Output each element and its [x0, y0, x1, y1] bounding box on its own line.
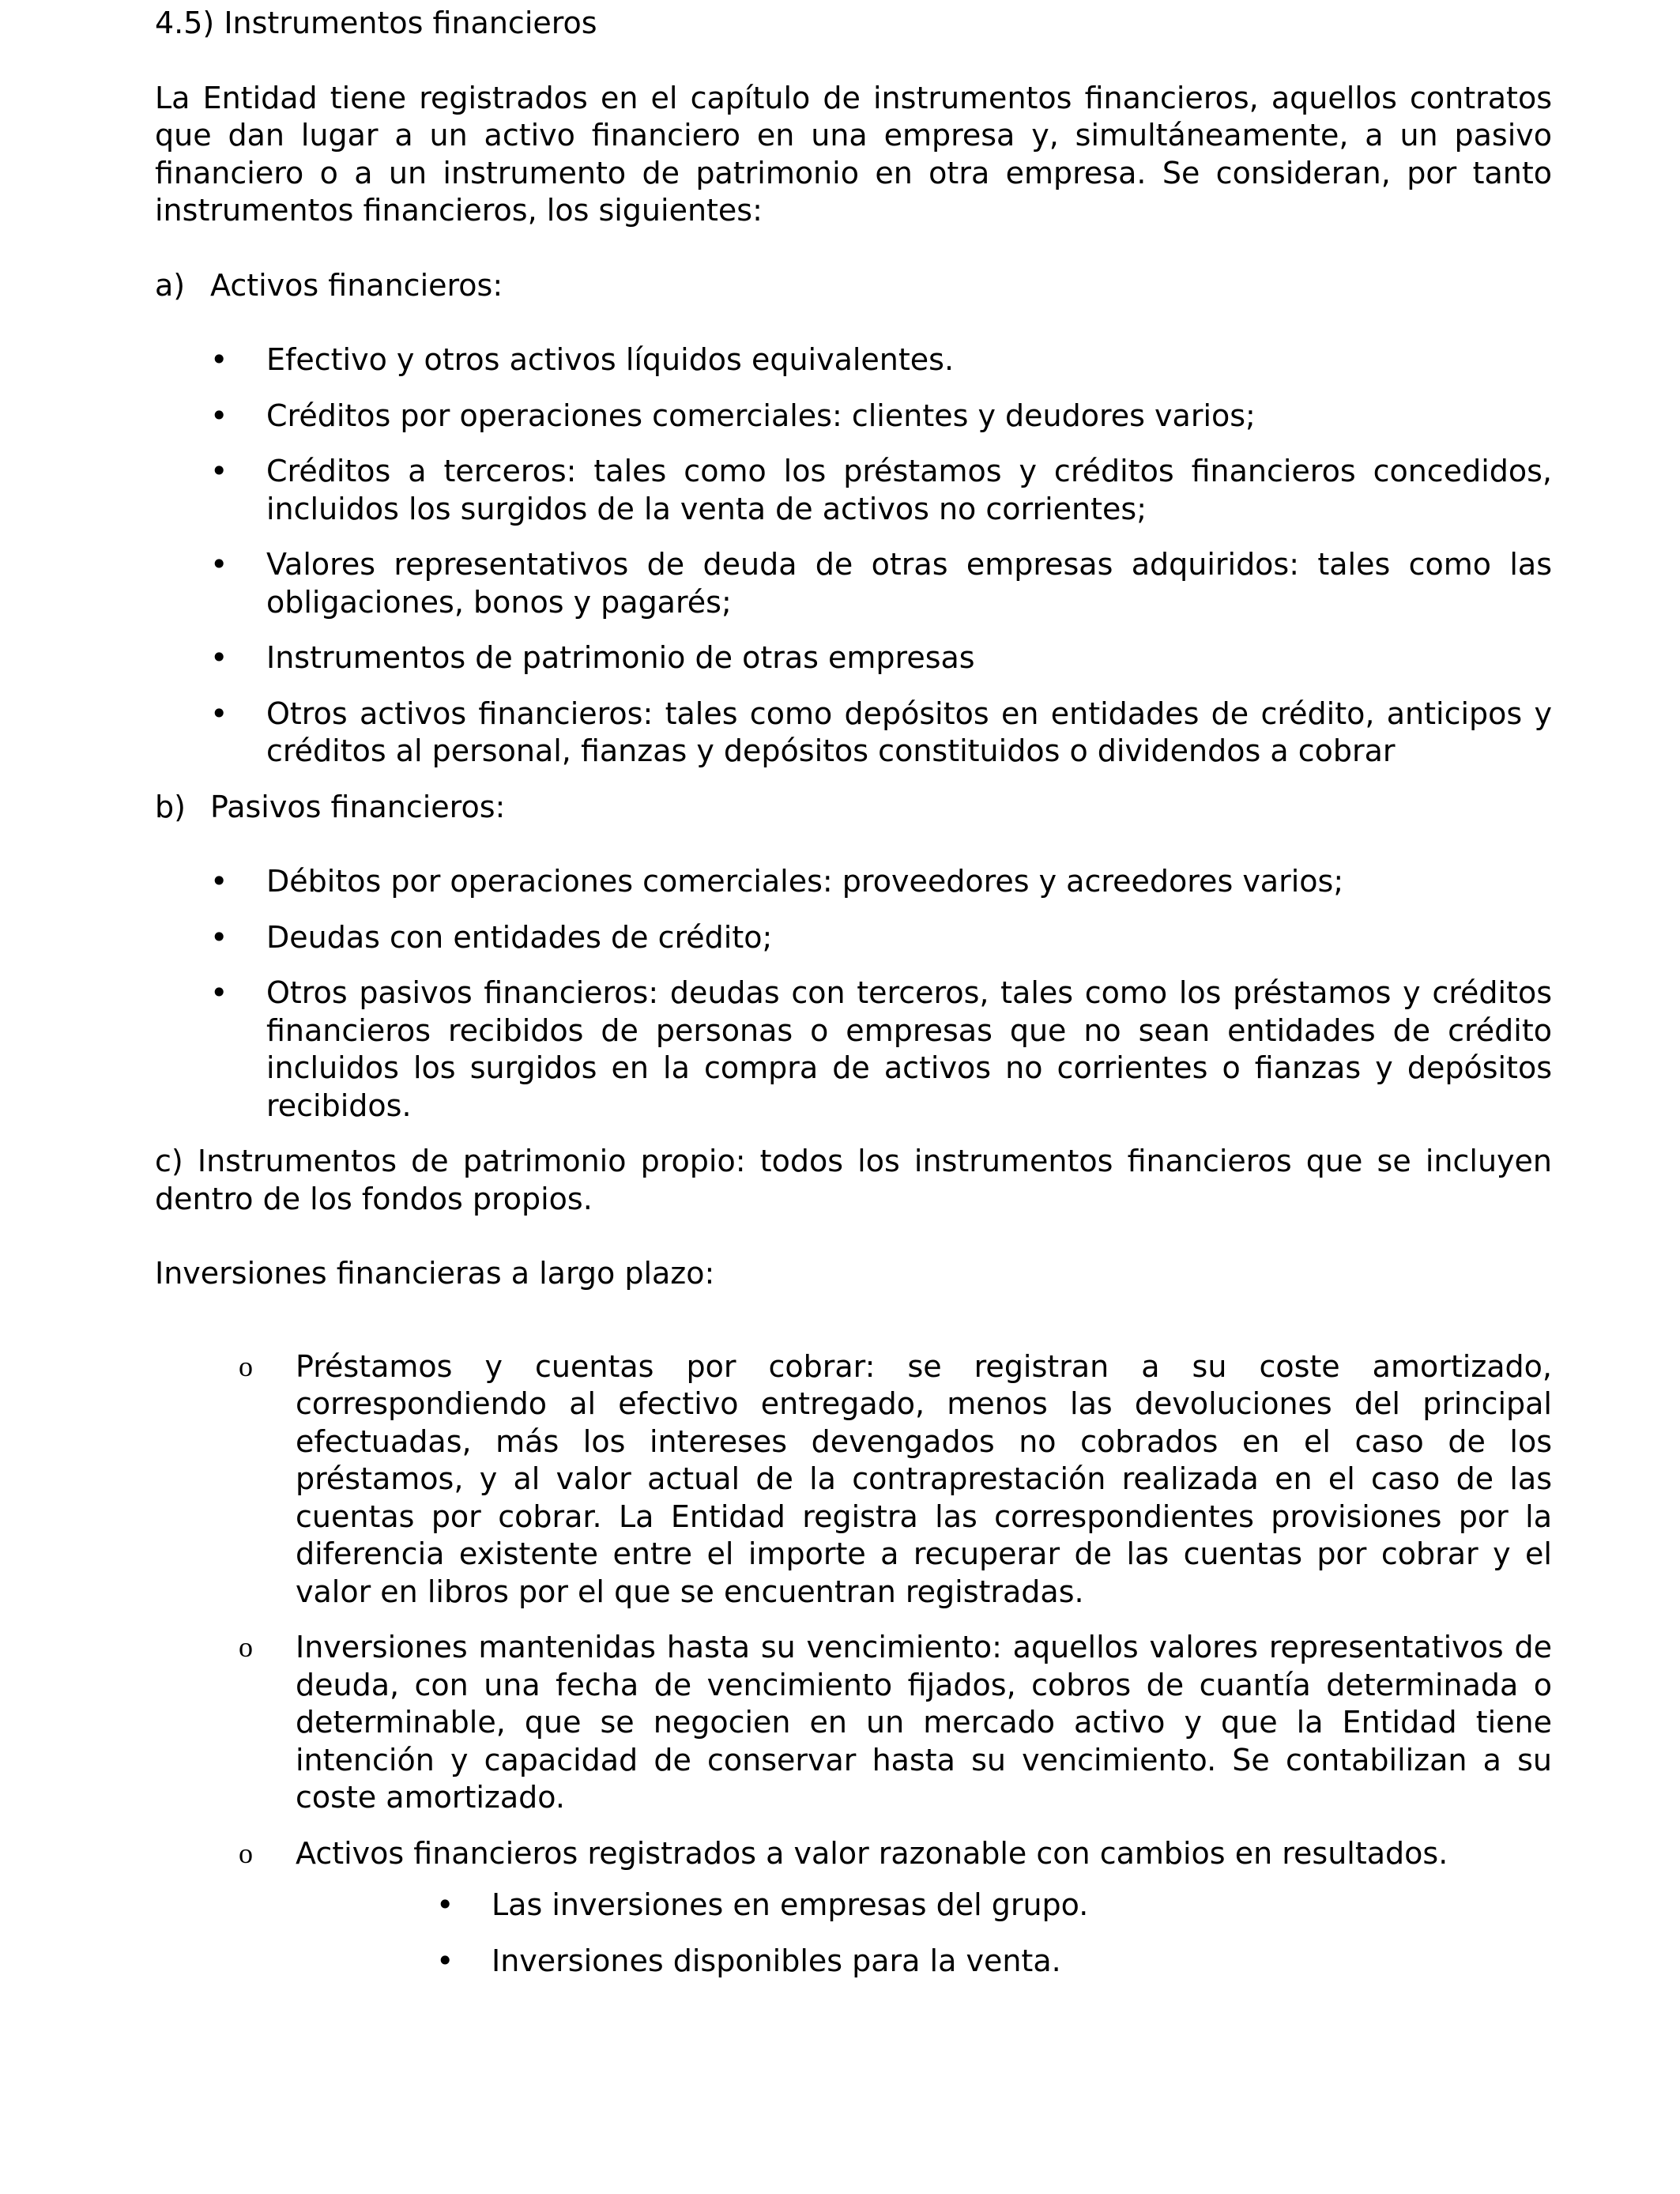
bullet-icon: • [210, 454, 228, 488]
activos-list [155, 341, 1552, 771]
list-item [155, 919, 1552, 957]
list-item [155, 398, 1552, 435]
sub-list-item-text: Inversiones disponibles para la venta. [492, 1943, 1061, 1978]
circle-bullet-icon: o [239, 1350, 253, 1382]
list-item [155, 453, 1552, 528]
section-b-title: Pasivos financieros: [210, 789, 506, 824]
bullet-icon: • [210, 640, 228, 675]
list-item-text: Activos financieros registrados a valor razonable con cambios en resultados. [296, 1835, 1448, 1871]
bullet-icon: • [210, 342, 228, 377]
list-item [155, 1348, 1552, 1612]
long-term-list [155, 1348, 1552, 1981]
section-b-heading [155, 789, 1552, 827]
list-item-text: Inversiones mantenidas hasta su vencimiento: aquellos valores representativos de deuda, con una fecha de vencimiento fijados, cobros de cuantía determinada o determinable, que se negocien en un mercado activo y que la Entidad tiene intención y capacidad de conservar hasta su vencimiento. Se contabilizan a su coste amortizado. [296, 1630, 1552, 1815]
bullet-icon: • [210, 919, 228, 955]
long-term-heading: Inversiones financieras a largo plazo: [155, 1256, 715, 1291]
list-item [155, 1629, 1552, 1817]
bullet-icon: • [210, 975, 228, 1010]
list-item [155, 696, 1552, 771]
section-b-label: b) [155, 789, 186, 824]
bullet-icon: • [210, 547, 228, 582]
list-item [155, 974, 1552, 1125]
pasivos-list [155, 863, 1552, 1125]
list-item-text: Deudas con entidades de crédito; [266, 919, 773, 955]
section-a-title: Activos financieros: [210, 267, 503, 303]
list-item [155, 1835, 1552, 1981]
circle-bullet-icon: o [239, 1837, 253, 1869]
intro-paragraph: La Entidad tiene registrados en el capítulo de instrumentos financieros, aquellos contratos que dan lugar a un activo financiero en una empresa y, simultáneamente, a un pasivo financiero o a un instrumento de patrimonio en otra empresa. Se consideran, por tanto instrumentos financieros, los siguientes: [155, 80, 1552, 228]
bullet-icon: • [210, 696, 228, 731]
list-item-text: Otros pasivos financieros: deudas con terceros, tales como los préstamos y créditos financieros recibidos de personas o empresas que no sean entidades de crédito incluidos los surgidos en la compra de activos no corrientes o fianzas y depósitos recibidos. [266, 975, 1552, 1123]
section-c-paragraph: c) Instrumentos de patrimonio propio: todos los instrumentos financieros que se incluyen dentro de los fondos propios. [155, 1144, 1552, 1216]
list-item-text: Débitos por operaciones comerciales: proveedores y acreedores varios; [266, 864, 1344, 899]
list-item-text: Créditos a terceros: tales como los préstamos y créditos financieros concedidos, incluidos los surgidos de la venta de activos no corrientes; [266, 454, 1552, 526]
section-a-label: a) [155, 267, 186, 303]
bullet-icon: • [210, 398, 228, 433]
bullet-icon: • [436, 1943, 454, 1978]
list-item-text: Valores representativos de deuda de otras empresas adquiridos: tales como las obligaciones, bonos y pagarés; [266, 547, 1552, 620]
section-heading: 4.5) Instrumentos financieros [155, 6, 597, 40]
list-item-text: Instrumentos de patrimonio de otras empresas [266, 640, 975, 675]
list-item [155, 341, 1552, 379]
list-item-text: Otros activos financieros: tales como depósitos en entidades de crédito, anticipos y créditos al personal, fianzas y depósitos constituidos o dividendos a cobrar [266, 696, 1552, 768]
document-page [155, 0, 1552, 1980]
section-a-heading [155, 267, 1552, 305]
circle-bullet-icon: o [239, 1631, 253, 1663]
list-item-text: Préstamos y cuentas por cobrar: se registran a su coste amortizado, correspondiendo al efectivo entregado, menos las devoluciones del principal efectuadas, más los intereses devengados no cobrados en el caso de los préstamos, y al valor actual de la contraprestación realizada en el caso de las cuentas por cobrar. La Entidad registra las correspondientes provisiones por la diferencia existente entre el importe a recuperar de las cuentas por cobrar y el valor en libros por el que se encuentran registradas. [296, 1348, 1552, 1609]
bullet-icon: • [210, 864, 228, 899]
list-item [155, 863, 1552, 901]
sub-list [296, 1887, 1552, 1980]
sub-list-item [296, 1943, 1552, 1981]
bullet-icon: • [436, 1887, 454, 1922]
list-item [155, 546, 1552, 621]
list-item [155, 639, 1552, 677]
sub-list-item-text: Las inversiones en empresas del grupo. [492, 1887, 1089, 1922]
sub-list-item [296, 1887, 1552, 1924]
list-item-text: Efectivo y otros activos líquidos equivalentes. [266, 342, 955, 377]
list-item-text: Créditos por operaciones comerciales: clientes y deudores varios; [266, 398, 1256, 433]
